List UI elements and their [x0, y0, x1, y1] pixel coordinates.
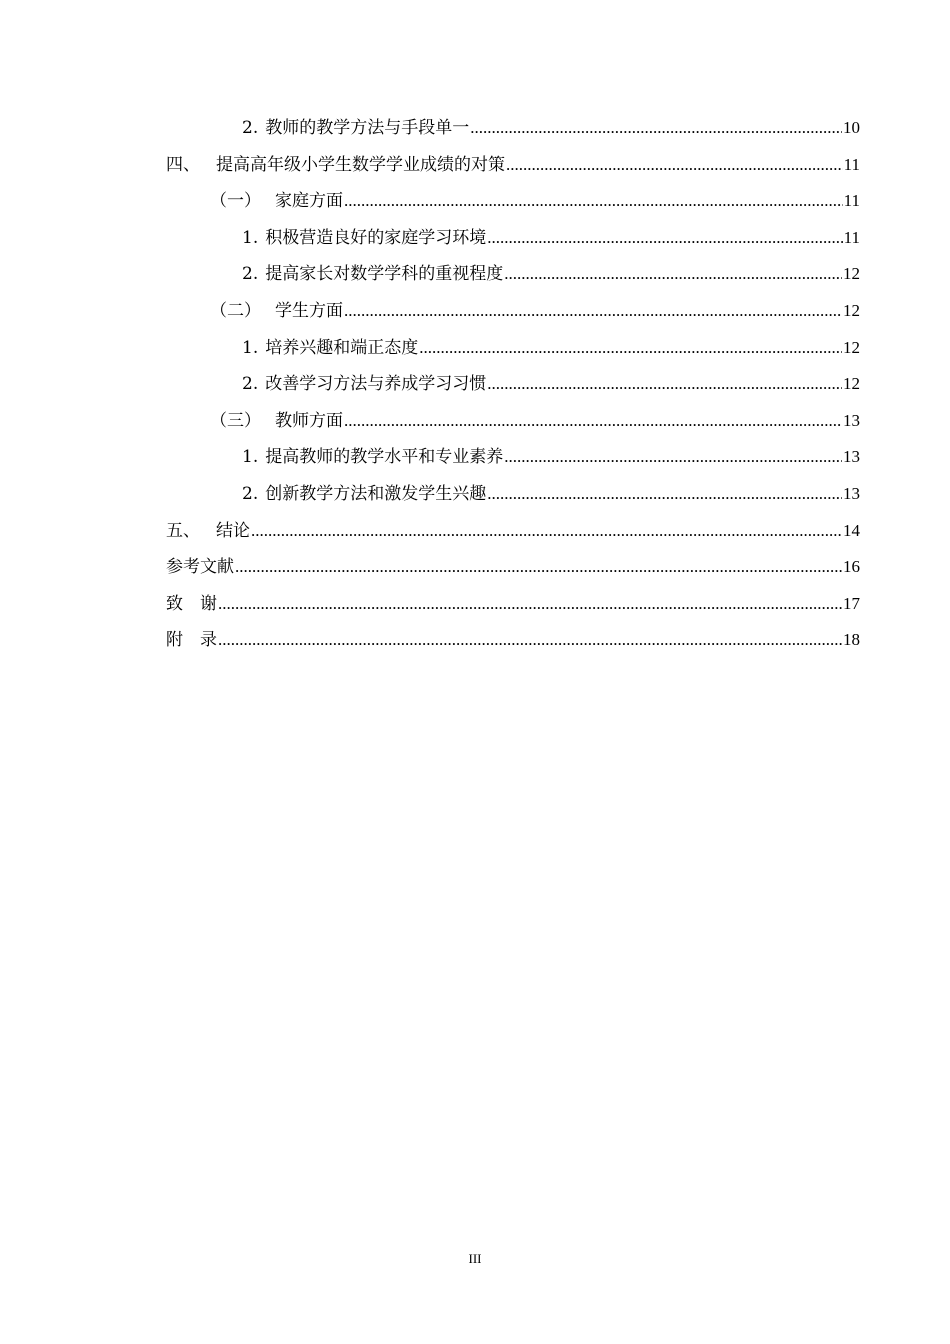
- page-number: III: [468, 1251, 482, 1266]
- toc-entry[interactable]: [166, 439, 860, 476]
- toc-entry-number: 2.: [242, 118, 259, 138]
- toc-entry-page: 17: [843, 593, 860, 613]
- toc-entry-number: 五、: [166, 520, 200, 541]
- toc-entry-title: 结论: [216, 520, 250, 541]
- toc-entry-title: 创新教学方法和激发学生兴趣: [265, 483, 487, 504]
- toc-entry-number: （三）: [210, 410, 261, 431]
- toc-entry-page: 12: [843, 374, 860, 394]
- toc-entry[interactable]: [166, 403, 860, 440]
- toc-dot-leader: [344, 403, 842, 440]
- toc-entry-number: 1.: [242, 447, 259, 468]
- toc-entry-number: （一）: [210, 191, 261, 212]
- toc-entry-title: 提高高年级小学生数学学业成绩的对策: [216, 154, 505, 175]
- toc-entry-title: 家庭方面: [275, 191, 343, 212]
- toc-entry-title: 培养兴趣和端正态度: [265, 337, 419, 358]
- toc-entry-title: 提高家长对数学学科的重视程度: [265, 264, 504, 285]
- table-of-contents: [166, 110, 860, 659]
- toc-entry[interactable]: [166, 366, 860, 403]
- toc-entry[interactable]: [166, 549, 860, 586]
- toc-dot-leader: [235, 549, 842, 586]
- toc-dot-leader: [218, 586, 842, 623]
- toc-dot-leader: [487, 366, 842, 403]
- toc-entry-page: 12: [843, 337, 860, 357]
- toc-entry-title: 参考文献: [166, 557, 234, 578]
- toc-entry[interactable]: [166, 220, 860, 257]
- toc-dot-leader: [218, 622, 842, 659]
- toc-entry-page: 12: [843, 264, 860, 284]
- toc-entry[interactable]: [166, 622, 860, 659]
- toc-entry-page: 11: [843, 191, 860, 211]
- toc-dot-leader: [487, 476, 842, 513]
- toc-entry[interactable]: [166, 147, 860, 184]
- toc-dot-leader: [470, 110, 842, 147]
- toc-entry[interactable]: [166, 330, 860, 367]
- toc-dot-leader: [344, 293, 842, 330]
- toc-entry-page: 14: [843, 520, 860, 540]
- toc-dot-leader: [506, 147, 843, 184]
- toc-dot-leader: [504, 439, 842, 476]
- toc-entry-page: 10: [843, 118, 860, 137]
- toc-entry-title: 教师的教学方法与手段单一: [265, 118, 470, 138]
- toc-dot-leader: [419, 330, 842, 367]
- toc-entry-number: （二）: [210, 300, 261, 321]
- toc-entry[interactable]: [166, 513, 860, 550]
- toc-entry-title: 教师方面: [275, 410, 343, 431]
- toc-entry-page: 13: [843, 483, 860, 503]
- toc-entry-number: 1.: [242, 337, 259, 358]
- toc-entry[interactable]: [166, 293, 860, 330]
- toc-entry[interactable]: [166, 476, 860, 513]
- toc-dot-leader: [504, 256, 842, 293]
- toc-entry-title: 改善学习方法与养成学习习惯: [265, 374, 487, 395]
- toc-entry-page: 13: [843, 410, 860, 430]
- toc-entry-number: 2.: [242, 264, 259, 285]
- toc-entry-page: 16: [843, 557, 860, 577]
- toc-entry-number: 1.: [242, 227, 259, 248]
- toc-dot-leader: [487, 220, 842, 257]
- toc-entry-number: 2.: [242, 483, 259, 504]
- toc-dot-leader: [251, 513, 842, 550]
- toc-entry[interactable]: [166, 110, 860, 147]
- toc-entry-title: 积极营造良好的家庭学习环境: [265, 227, 487, 248]
- toc-entry-title: 提高教师的教学水平和专业素养: [265, 447, 504, 468]
- toc-entry-page: 12: [843, 300, 860, 320]
- toc-entry-page: 11: [843, 154, 860, 174]
- toc-entry-page: 13: [843, 447, 860, 467]
- toc-entry-page: 11: [843, 227, 860, 247]
- toc-entry-page: 18: [843, 630, 860, 650]
- toc-entry-number: 2.: [242, 374, 259, 395]
- toc-entry[interactable]: [166, 183, 860, 220]
- toc-entry-title: 致 谢: [166, 593, 217, 614]
- toc-entry[interactable]: [166, 256, 860, 293]
- toc-dot-leader: [344, 183, 843, 220]
- toc-entry[interactable]: [166, 586, 860, 623]
- toc-entry-title: 附 录: [166, 630, 217, 651]
- toc-entry-number: 四、: [166, 154, 200, 175]
- toc-entry-title: 学生方面: [275, 300, 343, 321]
